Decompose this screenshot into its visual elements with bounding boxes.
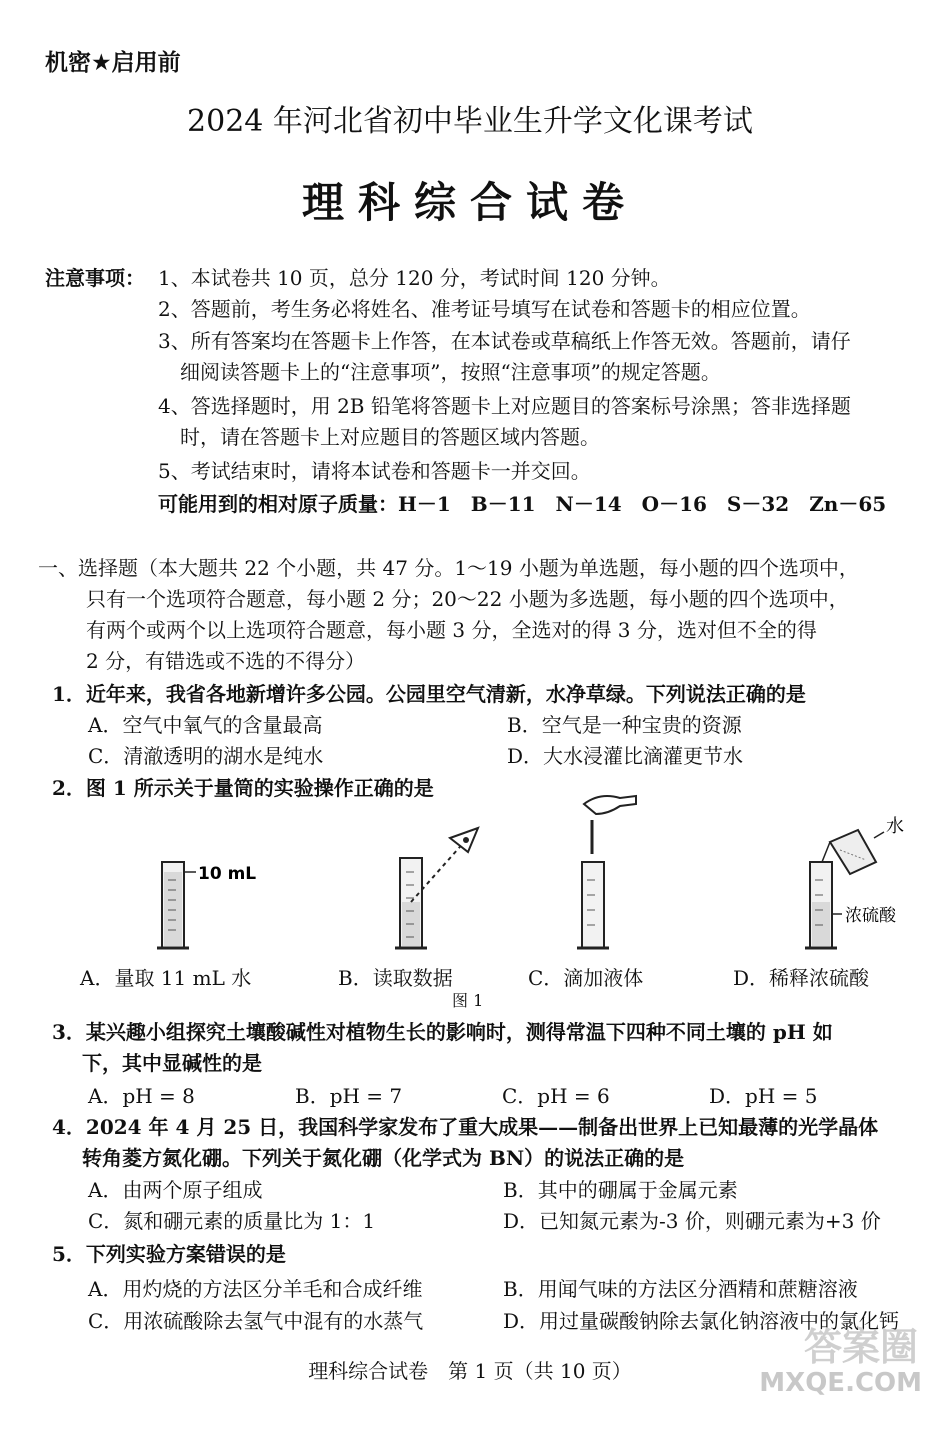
cylinder-d (805, 830, 884, 948)
paper-title: 理科综合试卷 (301, 178, 638, 227)
confidential-mark: 机密★启用前 (45, 50, 181, 76)
cylinder-a (157, 862, 196, 948)
q4-option-d: D．已知氮元素为-3 价，则硼元素为+3 价 (503, 1209, 881, 1233)
cylinder-b (395, 828, 478, 948)
section-heading: 一、选择题（本大题共 22 个小题，共 47 分。1～19 小题为单选题，每小题的四个选项中， (38, 556, 859, 580)
question-5-stem: 5．下列实验方案错误的是 (52, 1242, 286, 1266)
page-footer: 理科综合试卷 第 1 页（共 10 页） (308, 1359, 632, 1383)
question-3-stem-cont: 下，其中显碱性的是 (82, 1051, 262, 1075)
question-3-stem: 3．某兴趣小组探究土壤酸碱性对植物生长的影响时，测得常温下四种不同土壤的 pH 如 (52, 1020, 833, 1044)
q2-option-a: A．量取 11 mL 水 (80, 966, 252, 990)
atomic-masses: 可能用到的相对原子质量：H－1 B－11 N－14 O－16 S－32 Zn－65 (158, 492, 887, 516)
notes-label: 注意事项： (45, 266, 145, 290)
q5-option-b: B．用闻气味的方法区分酒精和蔗糖溶液 (503, 1277, 858, 1301)
watermark-site: MXQE.COM (759, 1368, 922, 1398)
question-4-stem-cont: 转角菱方氮化硼。下列关于氮化硼（化学式为 BN）的说法正确的是 (82, 1146, 685, 1170)
q3-option-d: D．pH = 5 (709, 1084, 818, 1108)
q4-option-b: B．其中的硼属于金属元素 (503, 1178, 738, 1202)
label-acid: 浓硫酸 (845, 906, 896, 926)
figure-1-graduated-cylinders (0, 790, 940, 960)
q2-option-c: C．滴加液体 (528, 966, 644, 990)
q3-option-b: B．pH = 7 (295, 1084, 403, 1108)
question-4-stem: 4．2024 年 4 月 25 日，我国科学家发布了重大成果——制备出世界上已知最薄的光学晶体 (52, 1115, 879, 1139)
beaker-icon (830, 830, 876, 874)
label-10ml: 10 mL (198, 864, 257, 884)
cylinder-c (577, 796, 636, 948)
q5-option-c: C．用浓硫酸除去氢气中混有的水蒸气 (88, 1309, 424, 1333)
q1-option-b: B．空气是一种宝贵的资源 (507, 713, 742, 737)
hand-icon (584, 796, 636, 814)
notes-item: 4、答选择题时，用 2B 铅笔将答题卡上对应题目的答案标号涂黑；答非选择题 (158, 394, 851, 418)
q1-option-d: D．大水浸灌比滴灌更节水 (507, 744, 744, 768)
q2-option-b: B．读取数据 (338, 966, 453, 990)
exam-title: 2024 年河北省初中毕业生升学文化课考试 (187, 104, 753, 139)
notes-item: 2、答题前，考生务必将姓名、准考证号填写在试卷和答题卡的相应位置。 (158, 297, 811, 321)
q1-option-c: C．清澈透明的湖水是纯水 (88, 744, 324, 768)
q1-option-a: A．空气中氧气的含量最高 (88, 713, 323, 737)
q3-option-c: C．pH = 6 (502, 1084, 610, 1108)
section-text: 有两个或两个以上选项符合题意，每小题 3 分，全选对的得 3 分，选对但不全的得 (86, 618, 817, 642)
notes-item: 5、考试结束时，请将本试卷和答题卡一并交回。 (158, 459, 591, 483)
q4-option-a: A．由两个原子组成 (88, 1178, 263, 1202)
notes-item: 3、所有答案均在答题卡上作答，在本试卷或草稿纸上作答无效。答题前，请仔 (158, 329, 851, 353)
question-1-stem: 1．近年来，我省各地新增许多公园。公园里空气清新，水净草绿。下列说法正确的是 (52, 682, 806, 706)
q5-option-a: A．用灼烧的方法区分羊毛和合成纤维 (88, 1277, 423, 1301)
section-text: 只有一个选项符合题意，每小题 2 分；20～22 小题为多选题，每小题的四个选项中， (86, 587, 849, 611)
notes-item: 时，请在答题卡上对应题目的答题区域内答题。 (180, 425, 600, 449)
watermark-logo: 答案圈 (803, 1325, 918, 1369)
q3-option-a: A．pH = 8 (88, 1084, 195, 1108)
figure-caption: 图 1 (452, 991, 484, 1010)
section-text: 2 分，有错选或不选的不得分） (86, 649, 366, 673)
q4-option-c: C．氮和硼元素的质量比为 1：1 (88, 1209, 376, 1233)
notes-item: 1、本试卷共 10 页，总分 120 分，考试时间 120 分钟。 (158, 266, 671, 290)
question-2-stem: 2．图 1 所示关于量筒的实验操作正确的是 (52, 776, 434, 800)
label-water: 水 (886, 816, 904, 837)
q2-option-d: D．稀释浓硫酸 (733, 966, 870, 990)
q5-option-d: D．用过量碳酸钠除去氯化钠溶液中的氯化钙 (503, 1309, 900, 1333)
notes-item: 细阅读答题卡上的“注意事项”，按照“注意事项”的规定答题。 (180, 360, 721, 384)
